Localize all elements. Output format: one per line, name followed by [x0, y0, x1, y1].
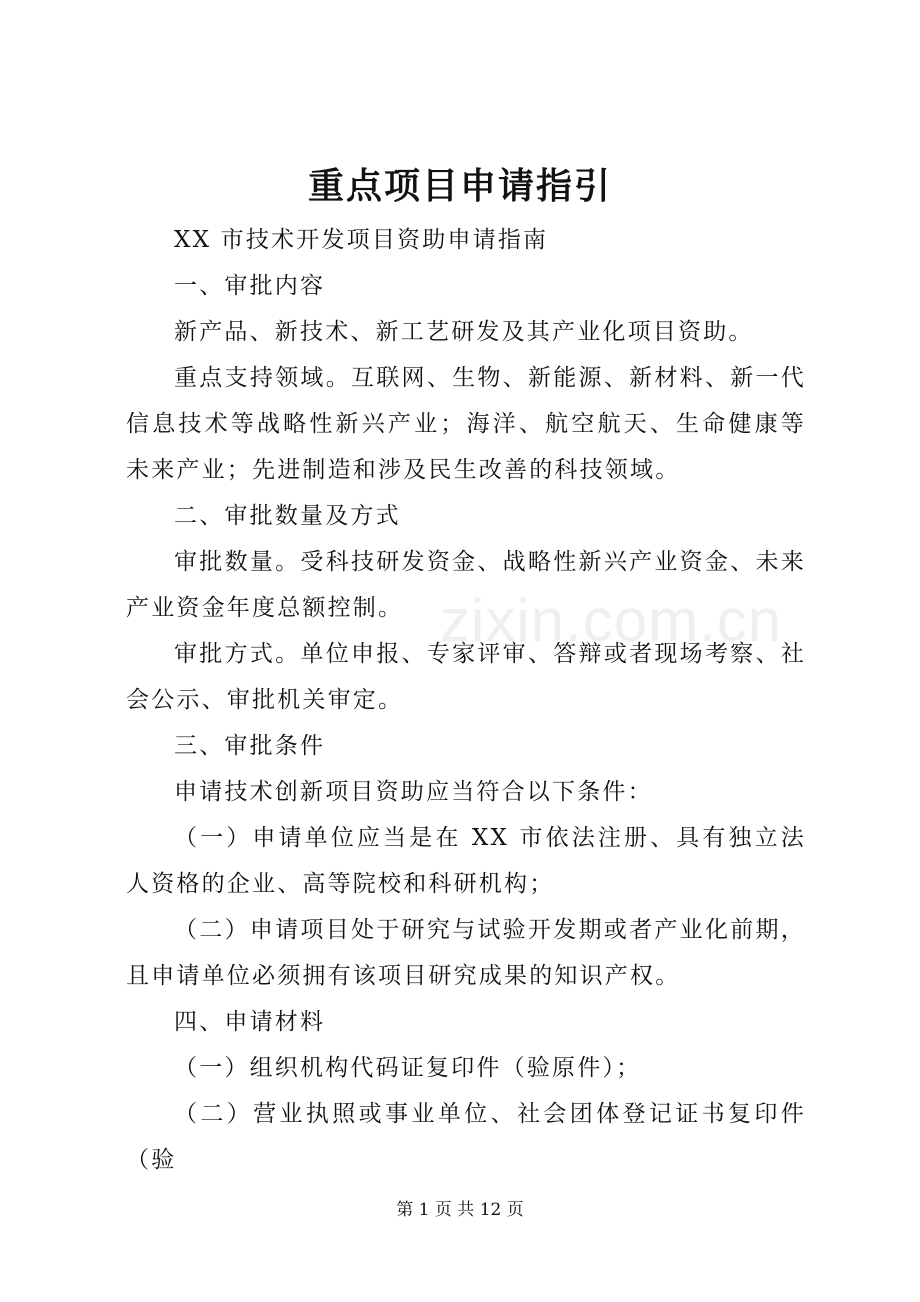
document-body [126, 217, 806, 1183]
paragraph: 审批数量。受科技研发资金、战略性新兴产业资金、未来产业资金年度总额控制。 [126, 549, 806, 621]
watermark: zixin.com.cn [440, 587, 783, 654]
paragraph: 新产品、新技术、新工艺研发及其产业化项目资助。 [174, 319, 754, 345]
paragraph: （一）组织机构代码证复印件（验原件）； [174, 1055, 642, 1081]
paragraph: 重点支持领域。互联网、生物、新能源、新材料、新一代信息技术等战略性新兴产业；海洋、航空航天、生命健康等未来产业；先进制造和涉及民生改善的科技领域。 [126, 365, 806, 483]
paragraph: 申请技术创新项目资助应当符合以下条件： [174, 779, 653, 805]
section-heading: 三、审批条件 [174, 733, 326, 759]
section-heading: 四、申请材料 [174, 1009, 326, 1035]
paragraph: （二）营业执照或事业单位、社会团体登记证书复印件（验 [126, 1101, 806, 1173]
section-heading: 一、审批内容 [174, 273, 326, 299]
document-title: 重点项目申请指引 [307, 165, 612, 207]
paragraph: XX 市技术开发项目资助申请指南 [174, 227, 549, 253]
paragraph: 审批方式。单位申报、专家评审、答辩或者现场考察、社会公示、审批机关审定。 [126, 641, 806, 713]
section-heading: 二、审批数量及方式 [174, 503, 401, 529]
paragraph: （二）申请项目处于研究与试验开发期或者产业化前期，且申请单位必须拥有该项目研究成果的知识产权。 [126, 917, 806, 989]
paragraph: （一）申请单位应当是在 XX 市依法注册、具有独立法人资格的企业、高等院校和科研机构； [126, 825, 806, 897]
page-footer: 第 1 页 共 12 页 [396, 1200, 524, 1220]
